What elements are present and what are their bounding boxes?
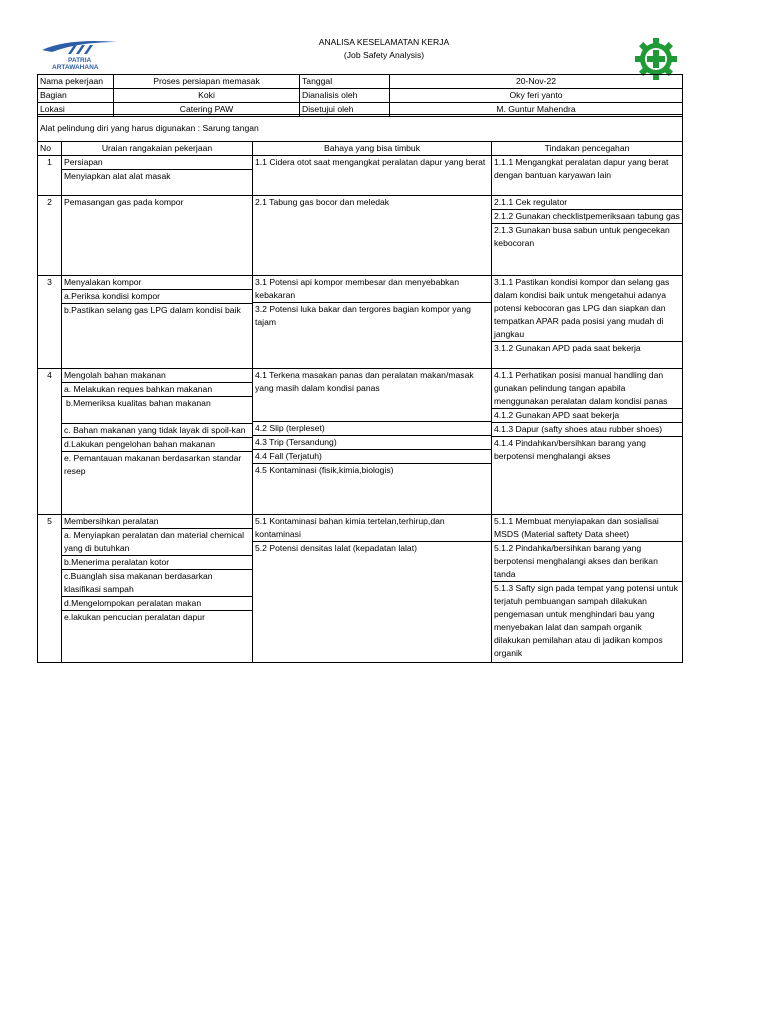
uraian-item: e. Pemantauan makanan berdasarkan standar resep <box>64 453 242 476</box>
tanggal-value: 20-Nov-22 <box>390 75 683 89</box>
bahaya-item: 4.3 Trip (Tersandung) <box>253 436 491 450</box>
bahaya-item: 1.1 Cidera otot saat mengangkat peralatan dapur yang berat <box>255 157 486 167</box>
uraian-item: c. Bahan makanan yang tidak layak di spoil-kan <box>62 424 252 438</box>
bagian-value: Koki <box>114 89 300 103</box>
apd-requirement: Alat pelindung diri yang harus digunakan : Sarung tangan <box>38 115 683 142</box>
uraian-item: a. Melakukan reques bahkan makanan <box>62 383 252 397</box>
tindakan-item: 1.1.1 Mengangkat peralatan dapur yang berat dengan bantuan karyawan lain <box>494 157 669 180</box>
logo-line-1: PATRIA <box>68 57 92 64</box>
col-header-no: No <box>38 142 62 156</box>
disetujui-label: Disetujui oleh <box>300 103 390 117</box>
row-number: 1 <box>38 156 62 196</box>
uraian-item: b.Pastikan selang gas LPG dalam kondisi baik <box>64 305 241 315</box>
bahaya-item: 4.5 Kontaminasi (fisik,kimia,biologis) <box>255 465 394 475</box>
table-row <box>38 196 683 276</box>
tindakan-item: 2.1.2 Gunakan checklistpemeriksaan tabung gas <box>492 210 682 224</box>
dianalisis-label: Dianalisis oleh <box>300 89 390 103</box>
uraian-item: Membersihkan peralatan <box>62 515 252 529</box>
bahaya-item: 4.1 Terkena masakan panas dan peralatan makan/masak yang masih dalam kondisi panas <box>253 369 491 422</box>
job-info-table <box>37 74 683 117</box>
dianalisis-value: Oky feri yanto <box>390 89 683 103</box>
table-row <box>38 156 683 196</box>
document-title: ANALISA KESELAMATAN KERJA <box>318 37 450 47</box>
lokasi-value: Catering PAW <box>114 103 300 117</box>
bahaya-item: 5.2 Potensi densitas lalat (kepadatan lalat) <box>255 543 417 553</box>
uraian-item: c.Buanglah sisa makanan berdasarkan klasifikasi sampah <box>62 570 252 597</box>
uraian-item: Menyiapkan alat alat masak <box>64 171 171 181</box>
uraian-item: Mengolah bahan makanan <box>62 369 252 383</box>
tindakan-item: 4.1.2 Gunakan APD saat bekerja <box>492 409 682 423</box>
jsa-table <box>37 114 683 663</box>
row-number: 2 <box>38 196 62 276</box>
tindakan-item: 4.1.1 Perhatikan posisi manual handling dan gunakan pelindung tangan apabila menggunakan peralatan dalam kondisi panas <box>492 369 682 409</box>
table-row <box>38 515 683 663</box>
tindakan-item: 4.1.3 Dapur (safty shoes atau rubber shoes) <box>492 423 682 437</box>
bahaya-item: 3.2 Potensi luka bakar dan tergores bagian kompor yang tajam <box>255 304 471 327</box>
tanggal-label: Tanggal <box>300 75 390 89</box>
tindakan-item: 3.1.1 Pastikan kondisi kompor dan selang gas dalam kondisi baik untuk mengetahui adanya potensi kebocoran gas LPG dan siapkan dan tempatkan APAR pada posisi yang mudah di jangkau <box>492 276 682 342</box>
bahaya-item: 4.2 Slip (terpleset) <box>253 422 491 436</box>
tindakan-item: 4.1.4 Pindahkan/bersihkan barang yang berpotensi menghalangi akses <box>494 438 646 461</box>
bagian-label: Bagian <box>38 89 114 103</box>
tindakan-item: 2.1.3 Gunakan busa sabun untuk pengecekan kebocoran <box>494 225 670 248</box>
lokasi-label: Lokasi <box>38 103 114 117</box>
tindakan-item: 2.1.1 Cek regulator <box>492 196 682 210</box>
uraian-item: a. Menyiapkan peralatan dan material chemical yang di butuhkan <box>62 529 252 556</box>
bahaya-item: 2.1 Tabung gas bocor dan meledak <box>255 197 390 207</box>
col-header-uraian: Uraian rangakaian pekerjaan <box>62 142 253 156</box>
tindakan-item: 3.1.2 Gunakan APD pada saat bekerja <box>494 343 641 353</box>
uraian-item: d.Mengelompokan peralatan makan <box>62 597 252 611</box>
disetujui-value: M. Guntur Mahendra <box>390 103 683 117</box>
uraian-item: b.Memeriksa kualitas bahan makanan <box>66 398 211 408</box>
bahaya-item: 4.4 Fall (Terjatuh) <box>253 450 491 464</box>
row-number: 3 <box>38 276 62 369</box>
table-row <box>38 276 683 369</box>
tindakan-item: 5.1.3 Safty sign pada tempat yang potensi untuk terjatuh pembuangan sampah dilakukan pengemasan untuk menghindari bau yang menyebakan lalat dan sampah organik dilakukan pemilahan atau di jadikan kompos organik <box>494 583 678 658</box>
tindakan-item: 5.1.2 Pindahka/bersihkan barang yang berpotensi menghalangi akses dan berikan tanda <box>492 542 682 582</box>
row-number: 5 <box>38 515 62 663</box>
table-row <box>38 369 683 515</box>
uraian-item: b.Menerima peralatan kotor <box>62 556 252 570</box>
nama-pekerjaan-value: Proses persiapan memasak <box>114 75 300 89</box>
uraian-item: e.lakukan pencucian peralatan dapur <box>64 612 205 622</box>
bahaya-item: 5.1 Kontaminasi bahan kimia tertelan,terhirup,dan kontaminasi <box>253 515 491 542</box>
document-subtitle: (Job Safety Analysis) <box>343 50 425 60</box>
col-header-tindakan: Tindakan pencegahan <box>492 142 683 156</box>
uraian-item: d.Lakukan pengelohan bahan makanan <box>62 438 252 452</box>
uraian-item: Persiapan <box>62 156 252 170</box>
tindakan-item: 5.1.1 Membuat menyiapakan dan sosialisai MSDS (Material saftety Data sheet) <box>492 515 682 542</box>
logo-line-2: ARTAWAHANA <box>52 64 99 70</box>
bahaya-item: 3.1 Potensi api kompor membesar dan menyebabkan kebakaran <box>253 276 491 303</box>
row-number: 4 <box>38 369 62 515</box>
uraian-item: Menyalakan kompor <box>62 276 252 290</box>
uraian-item: a.Periksa kondisi kompor <box>62 290 252 304</box>
col-header-bahaya: Bahaya yang bisa timbuk <box>253 142 492 156</box>
uraian-item: Pemasangan gas pada kompor <box>64 197 184 207</box>
nama-pekerjaan-label: Nama pekerjaan <box>38 75 114 89</box>
